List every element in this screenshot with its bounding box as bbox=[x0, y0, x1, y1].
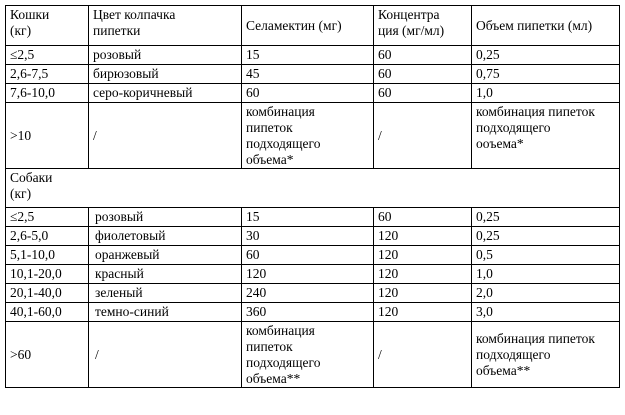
dog-weight: 2,6-5,0 bbox=[6, 227, 89, 246]
cat-dose: 45 bbox=[242, 65, 374, 84]
dog-dose: 120 bbox=[242, 265, 374, 284]
dog-vol: 0,5 bbox=[472, 246, 620, 265]
dog-weight: ≤2,5 bbox=[6, 208, 89, 227]
dog-color: оранжевый bbox=[89, 246, 242, 265]
table-row bbox=[6, 265, 620, 284]
dog-color: красный bbox=[89, 265, 242, 284]
cat-conc: / bbox=[374, 103, 472, 169]
dog-conc: 120 bbox=[374, 303, 472, 322]
cat-weight: 7,6-10,0 bbox=[6, 84, 89, 103]
dog-dose: 240 bbox=[242, 284, 374, 303]
dog-conc: / bbox=[374, 322, 472, 388]
header-cap-color: Цвет колпачка пипетки bbox=[89, 6, 242, 46]
dog-color: зеленый bbox=[89, 284, 242, 303]
dog-weight: 40,1-60,0 bbox=[6, 303, 89, 322]
table-row bbox=[6, 246, 620, 265]
dog-dose: комбинация пипеток подходящего объема** bbox=[242, 322, 374, 388]
header-selamectin: Селамектин (мг) bbox=[242, 6, 374, 46]
table-row bbox=[6, 84, 620, 103]
cat-color: серо-коричневый bbox=[89, 84, 242, 103]
cat-conc: 60 bbox=[374, 46, 472, 65]
cat-color: бирюзовый bbox=[89, 65, 242, 84]
cat-vol: 0,25 bbox=[472, 46, 620, 65]
table-row bbox=[6, 208, 620, 227]
cat-vol: 0,75 bbox=[472, 65, 620, 84]
dog-vol: 1,0 bbox=[472, 265, 620, 284]
dog-dose: 15 bbox=[242, 208, 374, 227]
dog-color: / bbox=[89, 322, 242, 388]
dosage-table bbox=[5, 5, 620, 388]
cat-conc: 60 bbox=[374, 65, 472, 84]
dog-weight: 5,1-10,0 bbox=[6, 246, 89, 265]
dog-dose: 60 bbox=[242, 246, 374, 265]
dogs-header-row bbox=[6, 169, 620, 208]
header-row bbox=[6, 6, 620, 46]
dog-color: фиолетовый bbox=[89, 227, 242, 246]
table-row bbox=[6, 227, 620, 246]
cat-dose: комбинация пипеток подходящего объема* bbox=[242, 103, 374, 169]
dog-dose: 30 bbox=[242, 227, 374, 246]
cat-weight: 2,6-7,5 bbox=[6, 65, 89, 84]
dog-conc: 120 bbox=[374, 284, 472, 303]
table-row bbox=[6, 303, 620, 322]
dog-weight: 10,1-20,0 bbox=[6, 265, 89, 284]
cat-vol: комбинация пипеток подходящего ооъема* bbox=[472, 103, 620, 169]
dog-vol: 0,25 bbox=[472, 208, 620, 227]
cat-vol: 1,0 bbox=[472, 84, 620, 103]
cat-conc: 60 bbox=[374, 84, 472, 103]
dog-vol: 0,25 bbox=[472, 227, 620, 246]
dogs-section-header: Собаки (кг) bbox=[6, 169, 620, 208]
table-row bbox=[6, 322, 620, 388]
dog-conc: 120 bbox=[374, 265, 472, 284]
dog-conc: 120 bbox=[374, 227, 472, 246]
cat-weight: >10 bbox=[6, 103, 89, 169]
dog-vol: 2,0 bbox=[472, 284, 620, 303]
cat-dose: 60 bbox=[242, 84, 374, 103]
table-row bbox=[6, 284, 620, 303]
header-cats-weight: Кошки (кг) bbox=[6, 6, 89, 46]
dog-conc: 120 bbox=[374, 246, 472, 265]
cat-weight: ≤2,5 bbox=[6, 46, 89, 65]
dog-conc: 60 bbox=[374, 208, 472, 227]
table-row bbox=[6, 46, 620, 65]
header-concentration: Концентра ция (мг/мл) bbox=[374, 6, 472, 46]
dog-vol: комбинация пипеток подходящего объема** bbox=[472, 322, 620, 388]
dog-color: розовый bbox=[89, 208, 242, 227]
cat-dose: 15 bbox=[242, 46, 374, 65]
table-row bbox=[6, 65, 620, 84]
dog-weight: 20,1-40,0 bbox=[6, 284, 89, 303]
table-row bbox=[6, 103, 620, 169]
dog-weight: >60 bbox=[6, 322, 89, 388]
cat-color: / bbox=[89, 103, 242, 169]
dog-dose: 360 bbox=[242, 303, 374, 322]
dog-vol: 3,0 bbox=[472, 303, 620, 322]
header-volume: Объем пипетки (мл) bbox=[472, 6, 620, 46]
cat-color: розовый bbox=[89, 46, 242, 65]
dog-color: темно-синий bbox=[89, 303, 242, 322]
